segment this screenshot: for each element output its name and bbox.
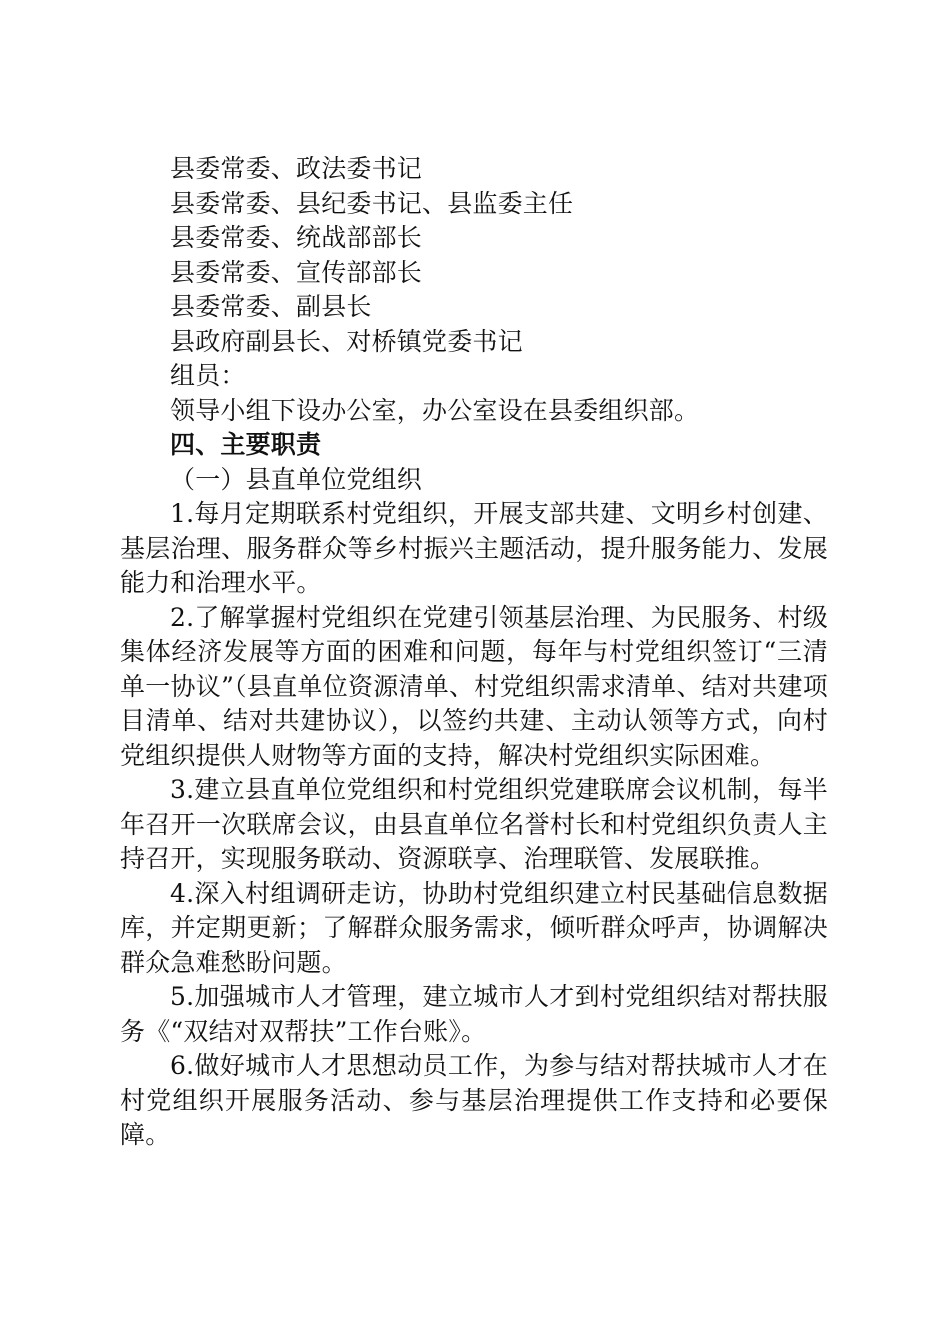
list-item: 县委常委、政法委书记 [170,154,423,183]
section-heading: 四、主要职责 [170,430,322,459]
duty-paragraph-6: 6.做好城市人才思想动员工作，为参与结对帮扶城市人才在村党组织开展服务活动、参与基层治理提供工作支持和必要保障。 [120,1051,828,1149]
members-label: 组员： [170,361,246,390]
list-item: 县委常委、县纪委书记、县监委主任 [170,188,574,218]
list-item: 县委常委、统战部部长 [170,223,423,252]
list-item: 县委常委、副县长 [170,292,372,321]
duty-paragraph-1: 1.每月定期联系村党组织，开展支部共建、文明乡村创建、基层治理、服务群众等乡村振兴主题活动，提升服务能力、发展能力和治理水平。 [120,499,828,597]
duty-paragraph-4: 4.深入村组调研走访，协助村党组织建立村民基础信息数据库，并定期更新；了解群众服务需求，倾听群众呼声，协调解决群众急难愁盼问题。 [120,878,828,977]
subsection-heading: （一）县直单位党组织 [170,464,423,494]
duty-paragraph-5: 5.加强城市人才管理，建立城市人才到村党组织结对帮扶服务《“双结对双帮扶”工作台账》。 [120,982,828,1046]
duty-paragraph-3: 3.建立县直单位党组织和村党组织党建联席会议机制，每半年召开一次联席会议，由县直单位名誉村长和村党组织负责人主持召开，实现服务联动、资源联享、治理联管、发展联推。 [120,775,828,873]
duty-paragraph-2: 2.了解掌握村党组织在党建引领基层治理、为民服务、村级集体经济发展等方面的困难和问题，每年与村党组织签订“三清单一协议”（县直单位资源清单、村党组织需求清单、结对共建项目清单、结对共建协议），以签约共建、主动认领等方式，向村党组织提供人财物等方面的支持，解决村党组织实际困难。 [120,602,828,770]
document-page [120,152,828,1153]
office-note: 领导小组下设办公室，办公室设在县委组织部。 [170,395,700,425]
list-item: 县委常委、宣传部部长 [170,257,423,287]
list-item: 县政府副县长、对桥镇党委书记 [170,326,523,356]
